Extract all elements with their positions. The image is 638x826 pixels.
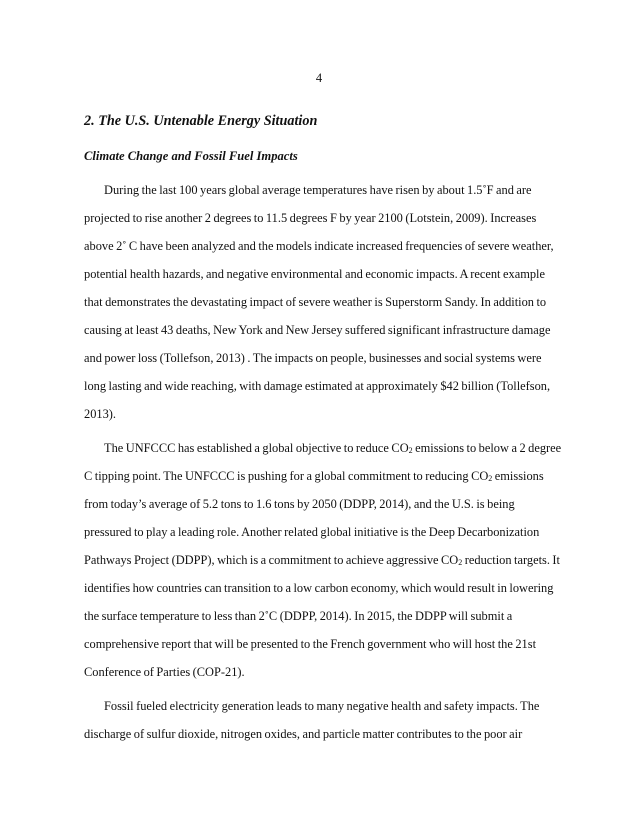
paragraph-unfccc <box>84 434 562 686</box>
text-segment: reduction targets. It identifies how countries can transition to a low carbon economy, which would result in lowering the surface temperature to less than 2˚C (DDPP, 2014). In 2015, the DDPP will submit a comprehensive report that will be presented to the French government who will host the 21st Conference of Parties (COP-21). <box>84 553 561 679</box>
paragraph-text: Fossil fueled electricity generation leads to many negative health and safety impacts. The discharge of sulfur dioxide, nitrogen oxides, and particle matter contributes to the poor air <box>84 699 540 741</box>
section-heading: 2. The U.S. Untenable Energy Situation <box>84 113 318 129</box>
text-segment: emissions to below a 2 degree C tipping point. The UNFCCC is pushing for a global commitment to reducing CO <box>84 441 562 483</box>
paragraph-text: During the last 100 years global average temperatures have risen by about 1.5˚F and are projected to rise another 2 degrees to 11.5 degrees F by year 2100 (Lotstein, 2009). Increases above 2˚ C have been analyzed and the models indicate increased frequencies of severe weather, potential health hazards, and negative environmental and economic impacts. A recent example that demonstrates the devastating impact of severe weather is Superstorm Sandy. In addition to causing at least 43 deaths, New York and New Jersey suffered significant infrastructure damage and power loss (Tollefson, 2013) . The impacts on people, businesses and social systems were long lasting and wide reaching, with damage estimated at approximately $42 billion (Tollefson, 2013). <box>84 183 554 421</box>
page-number: 4 <box>315 71 323 85</box>
text-segment: emissions from today’s average of 5.2 tons to 1.6 tons by 2050 (DDPP, 2014), and the U.S. is being pressured to play a leading role. Another related global initiative is the Deep Decarbonization Pathways Project (DDPP), which is a commitment to achieve aggressive CO <box>84 469 544 567</box>
subscript: 2 <box>488 474 493 483</box>
paragraph-fossil-fuel-impacts <box>84 692 562 748</box>
subscript: 2 <box>408 446 413 455</box>
text-segment: The UNFCCC has established a global objective to reduce CO <box>104 441 409 455</box>
subsection-heading: Climate Change and Fossil Fuel Impacts <box>84 149 298 163</box>
paragraph-climate-temperatures <box>84 176 562 428</box>
paragraph-text <box>84 434 562 686</box>
subscript: 2 <box>458 558 463 567</box>
